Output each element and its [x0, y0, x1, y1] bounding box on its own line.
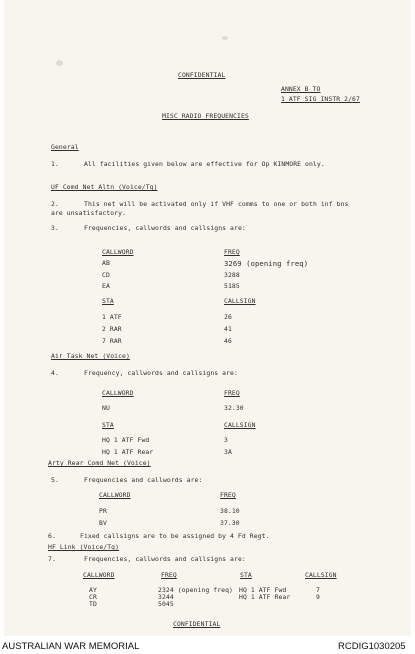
- column-header-freq: FREQ: [161, 571, 177, 579]
- annex-reference-instr: 1 ATF SIG INSTR 2/67: [281, 95, 360, 103]
- table-cell-callword: EA: [102, 282, 110, 290]
- table-cell-callsign: 41: [224, 325, 232, 333]
- table-cell-freq: 3244: [158, 593, 174, 601]
- table-cell-sta: HQ 1 ATF Fwd: [102, 436, 150, 444]
- table-cell-freq: 3288: [224, 271, 240, 279]
- column-header-callword: CALLWORD: [99, 491, 131, 499]
- table-cell-freq: 5185: [224, 282, 240, 290]
- section-heading-hf-link: HF Link (Voice/Tg): [48, 543, 120, 551]
- table-cell-freq: 2324 (opening freq): [158, 586, 234, 594]
- classification-header: CONFIDENTIAL: [178, 71, 226, 79]
- column-header-callword: CALLWORD: [102, 248, 134, 256]
- table-cell-sta: HQ 1 ATF Fwd: [239, 586, 287, 594]
- para-number: 7.: [48, 555, 56, 563]
- table-cell-callsign: 26: [224, 313, 232, 321]
- table-cell-callsign: 9: [316, 593, 320, 601]
- para-number: 5.: [51, 476, 59, 484]
- table-cell-sta: 7 RAR: [102, 337, 122, 345]
- column-header-freq: FREQ: [220, 491, 236, 499]
- table-cell-callsign: 3: [224, 436, 228, 444]
- table-cell-callword: CD: [102, 271, 110, 279]
- para-number: 3.: [51, 224, 59, 232]
- table-cell-freq: 5045: [158, 600, 174, 608]
- table-cell-callsign: 3A: [224, 448, 232, 456]
- column-header-callsign: CALLSIGN: [224, 297, 256, 305]
- table-cell-freq: 32.30: [224, 404, 244, 412]
- para-number: 4.: [51, 369, 59, 377]
- table-cell-callsign: 7: [316, 586, 320, 594]
- table-cell-sta: 1 ATF: [102, 313, 122, 321]
- para-4-text: Frequency, callwords and callsigns are:: [84, 369, 238, 377]
- column-header-freq: FREQ: [224, 248, 240, 256]
- table-cell-callword: BV: [99, 519, 107, 527]
- column-header-sta: STA: [102, 421, 114, 429]
- table-cell-callword: CR: [89, 593, 97, 601]
- archive-name: AUSTRALIAN WAR MEMORIAL: [2, 641, 140, 652]
- annex-reference: ANNEX B TO: [281, 85, 321, 93]
- table-cell-callword: TD: [89, 600, 97, 608]
- table-cell-freq: 38.10: [220, 507, 240, 515]
- para-number: 6.: [48, 532, 56, 540]
- para-number: 1.: [51, 160, 59, 168]
- column-header-sta: STA: [240, 571, 252, 579]
- table-cell-sta: HQ 1 ATF Rear: [102, 448, 154, 456]
- archive-record-id: RCDIG1030205: [338, 641, 406, 652]
- table-cell-callword: AY: [89, 586, 97, 594]
- para-2-line-2: are unsatisfactory.: [51, 209, 127, 217]
- table-cell-callword: PR: [99, 507, 107, 515]
- punch-hole: [56, 60, 63, 66]
- classification-footer: CONFIDENTIAL: [173, 620, 221, 628]
- table-cell-callword: AB: [102, 259, 110, 267]
- column-header-callsign: CALLSIGN: [305, 571, 337, 579]
- para-2-line-1: This net will be activated only if VHF comms to one or both inf bns: [84, 200, 349, 208]
- punch-hole: [222, 36, 228, 40]
- para-3-text: Frequencies, callwords and callsigns are:: [84, 224, 246, 232]
- para-1-text: All facilities given below are effective for Op KINMORE only.: [84, 160, 325, 168]
- column-header-callword: CALLWORD: [102, 389, 134, 397]
- table-cell-freq: 3269 (opening freq): [224, 259, 309, 268]
- para-5-text: Frequencies and callwords are:: [84, 476, 203, 484]
- table-cell-callword: NU: [102, 404, 110, 412]
- para-6-text: Fixed callsigns are to be assigned by 4 Fd Regt.: [80, 532, 270, 540]
- para-7-text: Frequencies, callwords and callsigns are:: [84, 555, 246, 563]
- column-header-sta: STA: [102, 297, 114, 305]
- table-cell-sta: HQ 1 ATF Rear: [239, 593, 291, 601]
- section-heading-air-task-net: Air Task Net (Voice): [51, 352, 130, 360]
- section-heading-general: General: [51, 143, 79, 151]
- table-cell-callsign: 46: [224, 337, 232, 345]
- column-header-callword: CALLWORD: [83, 571, 115, 579]
- document-title: MISC RADIO FREQUENCIES: [162, 112, 249, 120]
- para-number: 2.: [51, 200, 59, 208]
- section-heading-arty-rear-comd-net: Arty Rear Comd Net (Voice): [48, 459, 151, 467]
- column-header-callsign: CALLSIGN: [224, 421, 256, 429]
- section-heading-uf-comd-net: UF Comd Net Altn (Voice/Tg): [51, 183, 158, 191]
- column-header-freq: FREQ: [224, 389, 240, 397]
- table-cell-freq: 37.30: [220, 519, 240, 527]
- table-cell-sta: 2 RAR: [102, 325, 122, 333]
